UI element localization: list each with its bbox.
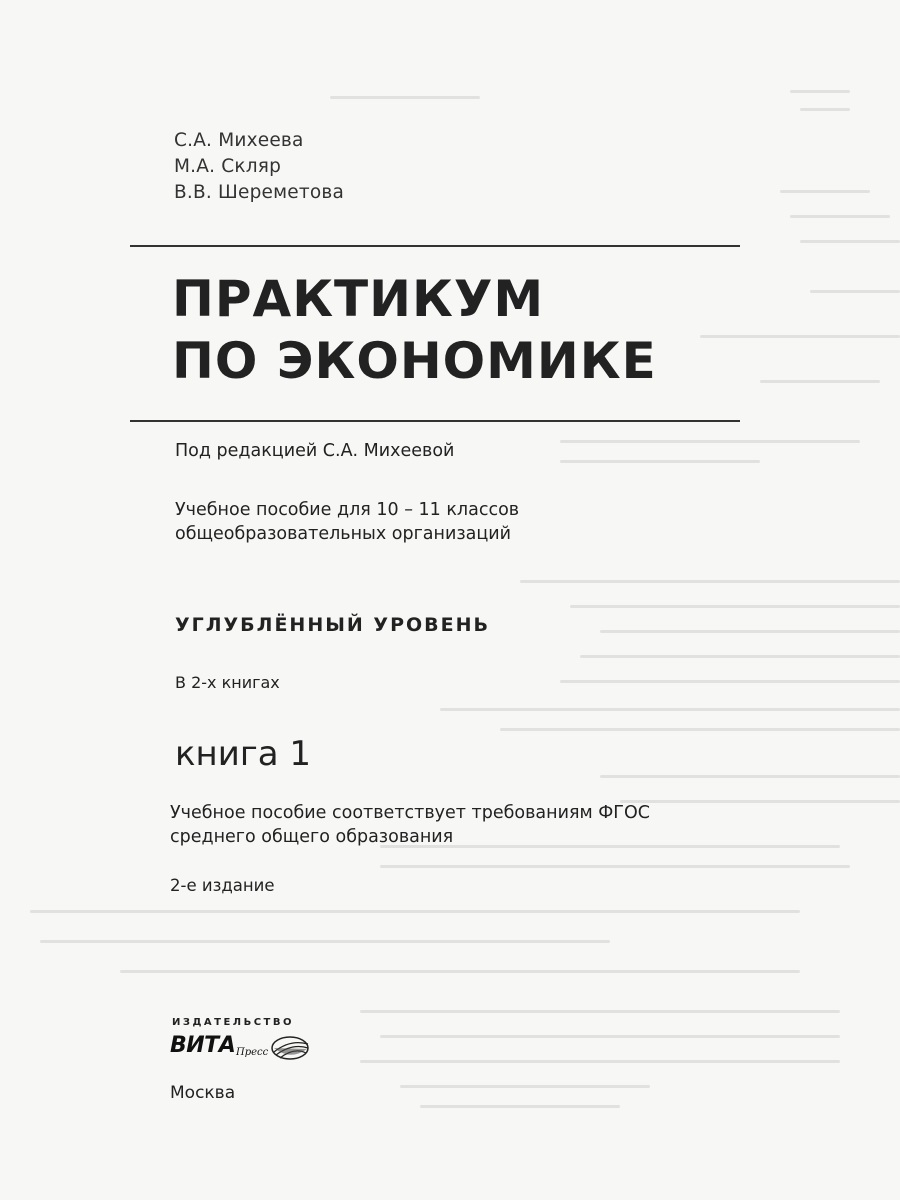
level-label: УГЛУБЛЁННЫЙ УРОВЕНЬ xyxy=(175,614,491,636)
author-name: С.А. Михеева xyxy=(174,130,304,151)
volume-title: книга 1 xyxy=(175,734,311,774)
title-rule-top xyxy=(130,245,740,247)
books-count: В 2-х книгах xyxy=(175,673,280,692)
publisher-logo xyxy=(172,1033,322,1065)
author-name: В.В. Шереметова xyxy=(174,182,344,203)
publisher-block xyxy=(172,1017,322,1065)
editor-line: Под редакцией С.А. Михеевой xyxy=(175,441,455,461)
publisher-label: ИЗДАТЕЛЬСТВО xyxy=(172,1017,294,1028)
purpose-line: Учебное пособие для 10 – 11 классов xyxy=(175,500,520,520)
publisher-logo-sub: Пресс xyxy=(236,1047,269,1058)
publication-city: Москва xyxy=(170,1083,236,1103)
authors xyxy=(174,128,344,206)
author-name: М.А. Скляр xyxy=(174,156,282,177)
title-line: ПО ЭКОНОМИКЕ xyxy=(172,332,657,390)
purpose-text xyxy=(175,498,519,546)
fgos-compliance xyxy=(170,801,650,849)
publisher-logo-main: ВИТА xyxy=(170,1033,236,1058)
fgos-line: среднего общего образования xyxy=(170,827,454,847)
title-rule-bottom xyxy=(130,420,740,422)
edition-label: 2-е издание xyxy=(170,876,275,895)
title-line: ПРАКТИКУМ xyxy=(172,270,545,328)
purpose-line: общеобразовательных организаций xyxy=(175,524,512,544)
book-title-heading xyxy=(172,268,657,392)
fgos-line: Учебное пособие соответствует требованиям ФГОС xyxy=(170,803,650,823)
globe-icon xyxy=(270,1035,310,1061)
